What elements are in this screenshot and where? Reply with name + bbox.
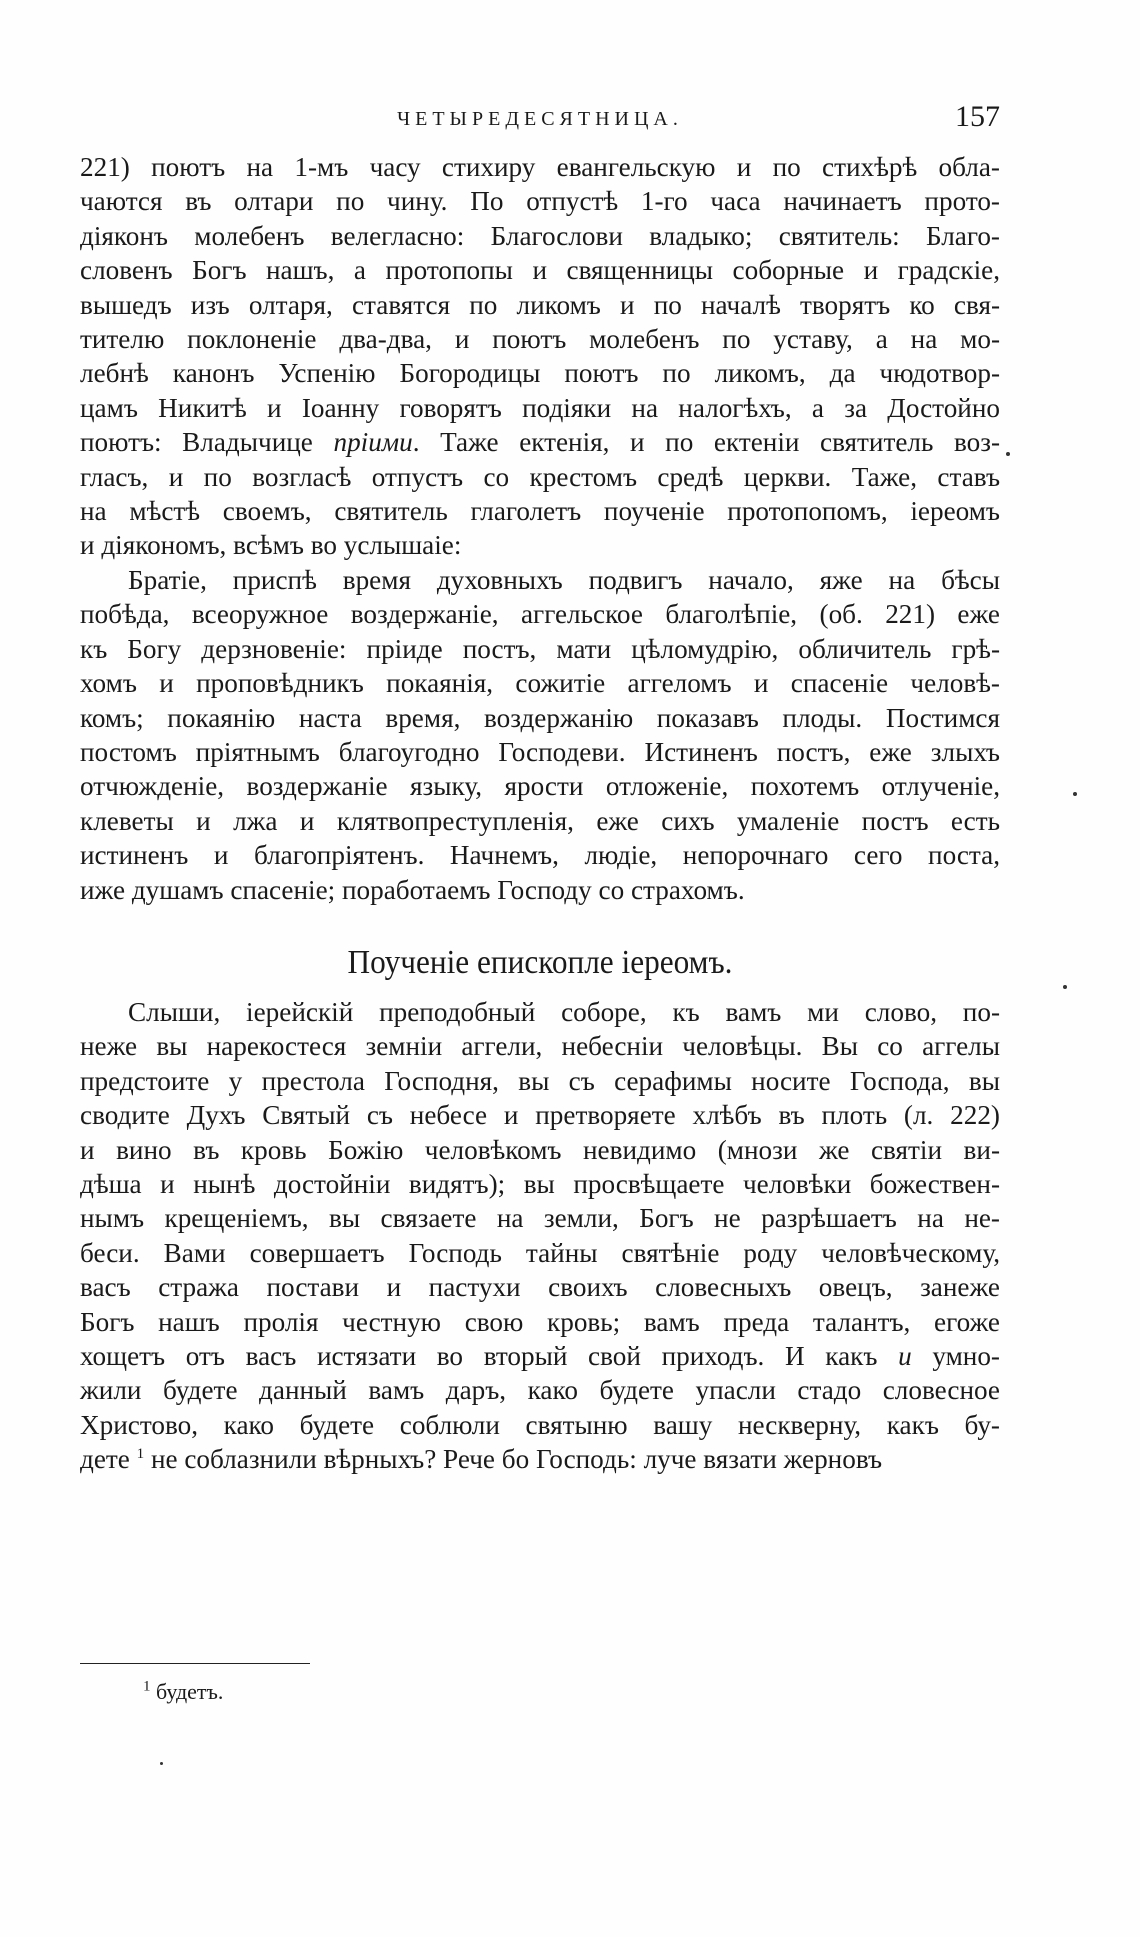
text-line: истиненъ и благопріятенъ. Начнемъ, людіе, непорочнаго сего поста,	[80, 840, 1000, 871]
text-line: хомъ и проповѣдникъ покаянія, сожитіе аггеломъ и спасеніе человѣ-	[80, 668, 1000, 699]
text-line: беси. Вами совершаетъ Господь тайны святѣніе роду человѣческому,	[80, 1237, 1000, 1268]
text-line: комъ; покаянію наста время, воздержанію показавъ плоды. Постимся	[80, 702, 1000, 733]
paragraph-3	[80, 995, 1000, 1477]
text-line: дѣша и нынѣ достойніи видятъ); вы просвѣщаете человѣки божествен-	[80, 1168, 1000, 1199]
paragraph-1	[80, 150, 1000, 563]
footnote	[143, 1678, 223, 1706]
text-line: тителю поклоненіе два-два, и поютъ молебенъ по уставу, а на мо-	[80, 324, 1000, 355]
footnote-mark: 1	[143, 1678, 151, 1695]
italic-word: пріими	[333, 427, 413, 458]
ink-speck	[160, 1762, 163, 1765]
running-head	[80, 100, 1000, 140]
text-line: предстоите у престола Господня, вы съ серафимы носите Господа, вы	[80, 1065, 1000, 1096]
text-line: нымъ крещеніемъ, вы связаете на земли, Богъ не разрѣшаетъ на не-	[80, 1203, 1000, 1234]
ink-speck	[1063, 985, 1067, 989]
footnote-reference: 1	[136, 1446, 145, 1463]
text-line: на мѣстѣ своемъ, святитель глаголетъ поученіе протопопомъ, іереомъ	[80, 496, 1000, 527]
footnote-divider	[80, 1663, 310, 1664]
text-line: Христово, како будете соблюли святыню вашу нескверну, какъ бу-	[80, 1409, 1000, 1440]
text-line: отчюжденіе, воздержаніе языку, ярости отложеніе, похотемъ отлученіе,	[80, 771, 1000, 802]
text-line: клеветы и лжа и клятвопреступленія, еже сихъ умаленіе постъ есть	[80, 805, 1000, 836]
italic-word: и	[898, 1341, 912, 1371]
text-line: побѣда, всеоружное воздержаніе, аггельское благолѣпіе, (об. 221) еже	[80, 599, 1000, 630]
text-line: иже душамъ спасеніе; поработаемъ Господу со страхомъ.	[80, 874, 745, 905]
text-line: поютъ: Владычице пріими. Таже ектенія, и по ектеніи святитель воз-	[80, 427, 1001, 458]
text-line: васъ стража постави и пастухи своихъ словесныхъ овецъ, занеже	[80, 1272, 1000, 1303]
text-line: сводите Духъ Святый съ небесе и претворяете хлѣбъ въ плоть (л. 222)	[80, 1100, 1000, 1131]
text-line: дете $^1$ не соблазнили вѣрныхъ? Рече бо Господь: луче вязати жерновъ	[80, 1444, 883, 1475]
paragraph-2	[80, 563, 1000, 907]
text-line: вышедъ изъ олтаря, ставятся по ликомъ и по началѣ творятъ ко свя-	[80, 289, 1000, 320]
text-line: гласъ, и по возгласѣ отпустъ со крестомъ средѣ церкви. Таже, ставъ	[80, 461, 1000, 492]
text-line: постомъ пріятнымъ благоугодно Господеви. Истиненъ постъ, еже злыхъ	[80, 736, 1000, 767]
text-line: и вино въ кровь Божію человѣкомъ невидимо (мнози же святіи ви-	[80, 1134, 1000, 1165]
body-text	[80, 150, 1000, 1477]
text-line: Богъ нашъ пролія честную свою кровь; вамъ преда талантъ, егоже	[80, 1306, 1000, 1337]
running-title: ЧЕТЫРЕДЕСЯТНИЦА.	[397, 108, 683, 130]
text-line: и діякономъ, всѣмъ во услышаіе:	[80, 530, 462, 561]
text-line: къ Богу дерзновеніе: пріиде постъ, мати цѣломудрію, обличитель грѣ-	[80, 633, 1000, 664]
text-line: хощетъ отъ васъ истязати во вторый свой приходъ. И какъ и умно-	[80, 1341, 1000, 1371]
text-line: 221) поютъ на 1-мъ часу стихиру евангельскую и по стихѣрѣ обла-	[80, 152, 1000, 182]
text-line: цамъ Никитѣ и Іоанну говорятъ подіяки на налогѣхъ, а за Достойно	[80, 392, 1000, 423]
ink-speck	[1073, 792, 1077, 796]
text-line: чаются въ олтари по чину. По отпустѣ 1-го часа начинаетъ прото-	[80, 186, 1000, 217]
ink-speck	[1006, 452, 1010, 456]
text-line: неже вы нарекостеся земніи аггели, небесніи человѣцы. Вы со аггелы	[80, 1031, 1000, 1062]
section-heading: Поученіе епископле іереомъ.	[347, 943, 733, 981]
text-line: діяконъ молебенъ велегласно: Благослови владыко; святитель: Благо-	[80, 220, 1000, 251]
text-line: лебнѣ канонъ Успенію Богородицы поютъ по ликомъ, да чюдотвор-	[80, 358, 1000, 389]
text-line: Слыши, іерейскій преподобный соборе, къ вамъ ми слово, по-	[128, 996, 1000, 1027]
footnote-text: будетъ.	[156, 1679, 224, 1704]
text-line: жили будете данный вамъ даръ, како будете упасли стадо словесное	[80, 1375, 1000, 1406]
page-number: 157	[955, 100, 1000, 133]
text-line: Братіе, приспѣ время духовныхъ подвигъ начало, яже на бѣсы	[128, 564, 1000, 595]
text-line: словенъ Богъ нашъ, а протопопы и священницы соборные и градскіе,	[80, 255, 1000, 286]
